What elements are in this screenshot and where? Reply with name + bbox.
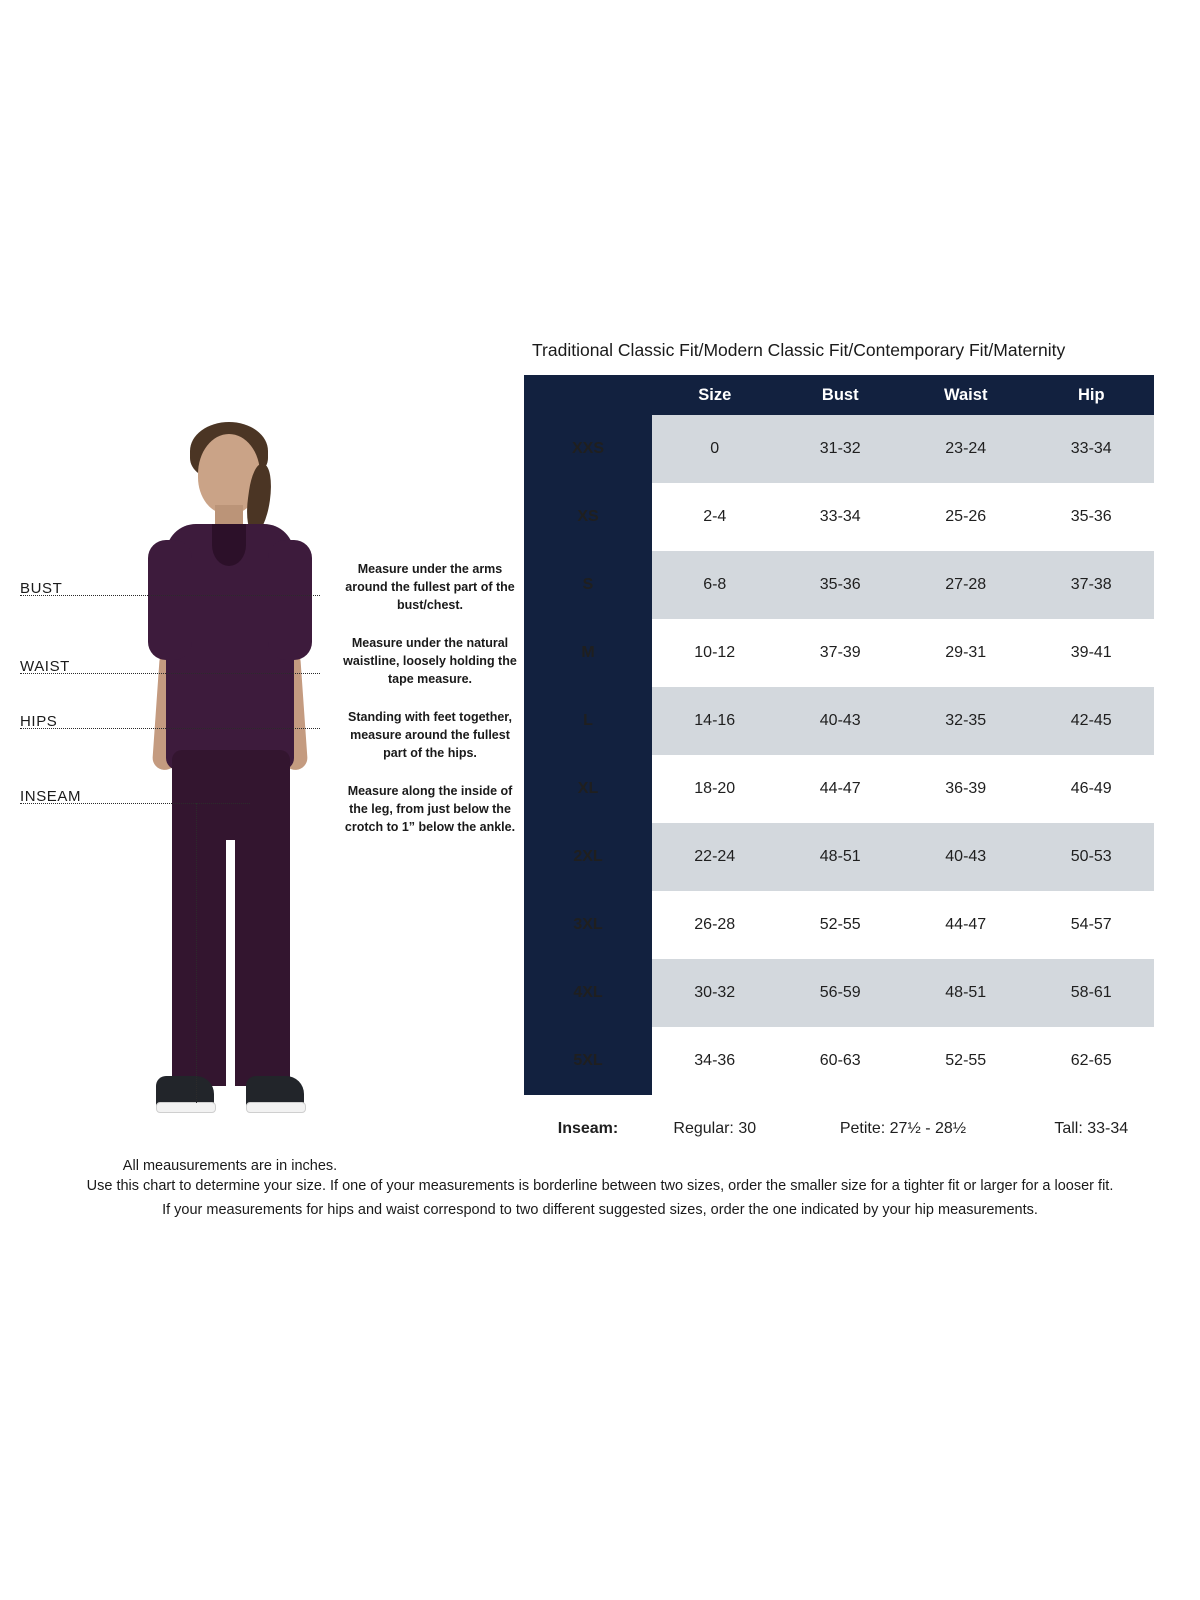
cell-bust: 40-43: [778, 687, 904, 755]
model-photo: [120, 420, 340, 1150]
table-row: [524, 687, 1154, 755]
cell-size: 10-12: [652, 619, 778, 687]
cell-size: 6-8: [652, 551, 778, 619]
units-note: All meausurements are in inches.: [122, 1158, 338, 1174]
footer-line-2: If your measurements for hips and waist correspond to two different suggested sizes, order the one indicated by your hip measurements.: [162, 1202, 1038, 1218]
cell-waist: 25-26: [903, 483, 1029, 551]
header-bust: Bust: [778, 375, 904, 415]
header-hip: Hip: [1029, 375, 1155, 415]
hips-guide-line: [20, 728, 320, 729]
model-right-sleeve: [268, 540, 312, 660]
header-size: Size: [652, 375, 778, 415]
cell-hip: 58-61: [1029, 959, 1155, 1027]
cell-size: 0: [652, 415, 778, 483]
cell-bust: 60-63: [778, 1027, 904, 1095]
footer-note: [40, 1174, 1160, 1222]
table-row: [524, 755, 1154, 823]
cell-hip: 39-41: [1029, 619, 1155, 687]
cell-size: 2-4: [652, 483, 778, 551]
cell-bust: 44-47: [778, 755, 904, 823]
cell-bust: 31-32: [778, 415, 904, 483]
cell-hip: 54-57: [1029, 891, 1155, 959]
model-pants-gap: [226, 840, 235, 1086]
inseam-label: INSEAM: [20, 788, 82, 805]
cell-waist: 36-39: [903, 755, 1029, 823]
bust-guide-line: [20, 595, 320, 596]
inseam-regular: Regular: 30: [652, 1095, 778, 1163]
row-label-2xl: 2XL: [524, 823, 652, 891]
cell-bust: 33-34: [778, 483, 904, 551]
cell-hip: 42-45: [1029, 687, 1155, 755]
cell-bust: 35-36: [778, 551, 904, 619]
model-left-sleeve: [148, 540, 192, 660]
table-row: [524, 823, 1154, 891]
size-chart-body: [524, 415, 1154, 1163]
cell-size: 22-24: [652, 823, 778, 891]
cell-hip: 35-36: [1029, 483, 1155, 551]
row-label-xl: XL: [524, 755, 652, 823]
cell-waist: 27-28: [903, 551, 1029, 619]
row-label-5xl: 5XL: [524, 1027, 652, 1095]
header-waist: Waist: [903, 375, 1029, 415]
size-chart-table: [524, 375, 1154, 1163]
cell-bust: 56-59: [778, 959, 904, 1027]
cell-waist: 52-55: [903, 1027, 1029, 1095]
size-chart-header: [524, 375, 1154, 415]
hips-label: HIPS: [20, 713, 58, 730]
table-row: [524, 483, 1154, 551]
cell-waist: 40-43: [903, 823, 1029, 891]
measurement-illustration: [20, 420, 520, 1200]
table-row: [524, 619, 1154, 687]
table-row: [524, 1027, 1154, 1095]
inseam-row: [524, 1095, 1154, 1163]
cell-hip: 50-53: [1029, 823, 1155, 891]
header-row: [524, 375, 1154, 415]
cell-hip: 33-34: [1029, 415, 1155, 483]
row-label-3xl: 3XL: [524, 891, 652, 959]
table-row: [524, 415, 1154, 483]
waist-label: WAIST: [20, 658, 70, 675]
table-row: [524, 891, 1154, 959]
cell-bust: 52-55: [778, 891, 904, 959]
tip-hips: Standing with feet together, measure around the fullest part of the hips.: [348, 710, 512, 760]
model-collar: [212, 524, 246, 566]
cell-hip: 37-38: [1029, 551, 1155, 619]
model-right-sole: [246, 1102, 306, 1113]
inseam-petite: Petite: 27½ - 28½: [778, 1095, 1029, 1163]
cell-size: 26-28: [652, 891, 778, 959]
row-label-xxs: XXS: [524, 415, 652, 483]
inseam-row-label: Inseam:: [524, 1095, 652, 1163]
cell-waist: 29-31: [903, 619, 1029, 687]
row-label-xs: XS: [524, 483, 652, 551]
row-label-4xl: 4XL: [524, 959, 652, 1027]
model-left-sole: [156, 1102, 216, 1113]
cell-bust: 37-39: [778, 619, 904, 687]
table-row: [524, 551, 1154, 619]
cell-size: 14-16: [652, 687, 778, 755]
cell-size: 30-32: [652, 959, 778, 1027]
header-blank: [524, 375, 652, 415]
cell-bust: 48-51: [778, 823, 904, 891]
tip-bust: Measure under the arms around the fullest part of the bust/chest.: [345, 562, 515, 612]
row-label-l: L: [524, 687, 652, 755]
cell-waist: 44-47: [903, 891, 1029, 959]
cell-waist: 48-51: [903, 959, 1029, 1027]
footer-line-1: Use this chart to determine your size. If one of your measurements is borderline between two sizes, order the smaller size for a tighter fit or larger for a looser fit.: [86, 1178, 1114, 1194]
cell-waist: 23-24: [903, 415, 1029, 483]
size-chart-title: Traditional Classic Fit/Modern Classic Fit/Contemporary Fit/Maternity: [532, 340, 1066, 360]
cell-hip: 62-65: [1029, 1027, 1155, 1095]
model-silhouette: [120, 420, 340, 1150]
cell-hip: 46-49: [1029, 755, 1155, 823]
table-row: [524, 959, 1154, 1027]
measurement-tips: [340, 560, 520, 856]
size-chart-block: [524, 340, 1160, 1163]
cell-size: 34-36: [652, 1027, 778, 1095]
bust-label: BUST: [20, 580, 63, 597]
inseam-vertical-line: [196, 803, 197, 1103]
cell-waist: 32-35: [903, 687, 1029, 755]
tip-inseam: Measure along the inside of the leg, from just below the crotch to 1” below the ankle.: [344, 784, 516, 834]
cell-size: 18-20: [652, 755, 778, 823]
row-label-m: M: [524, 619, 652, 687]
row-label-s: S: [524, 551, 652, 619]
inseam-tall: Tall: 33-34: [1029, 1095, 1155, 1163]
tip-waist: Measure under the natural waistline, loosely holding the tape measure.: [343, 636, 517, 686]
